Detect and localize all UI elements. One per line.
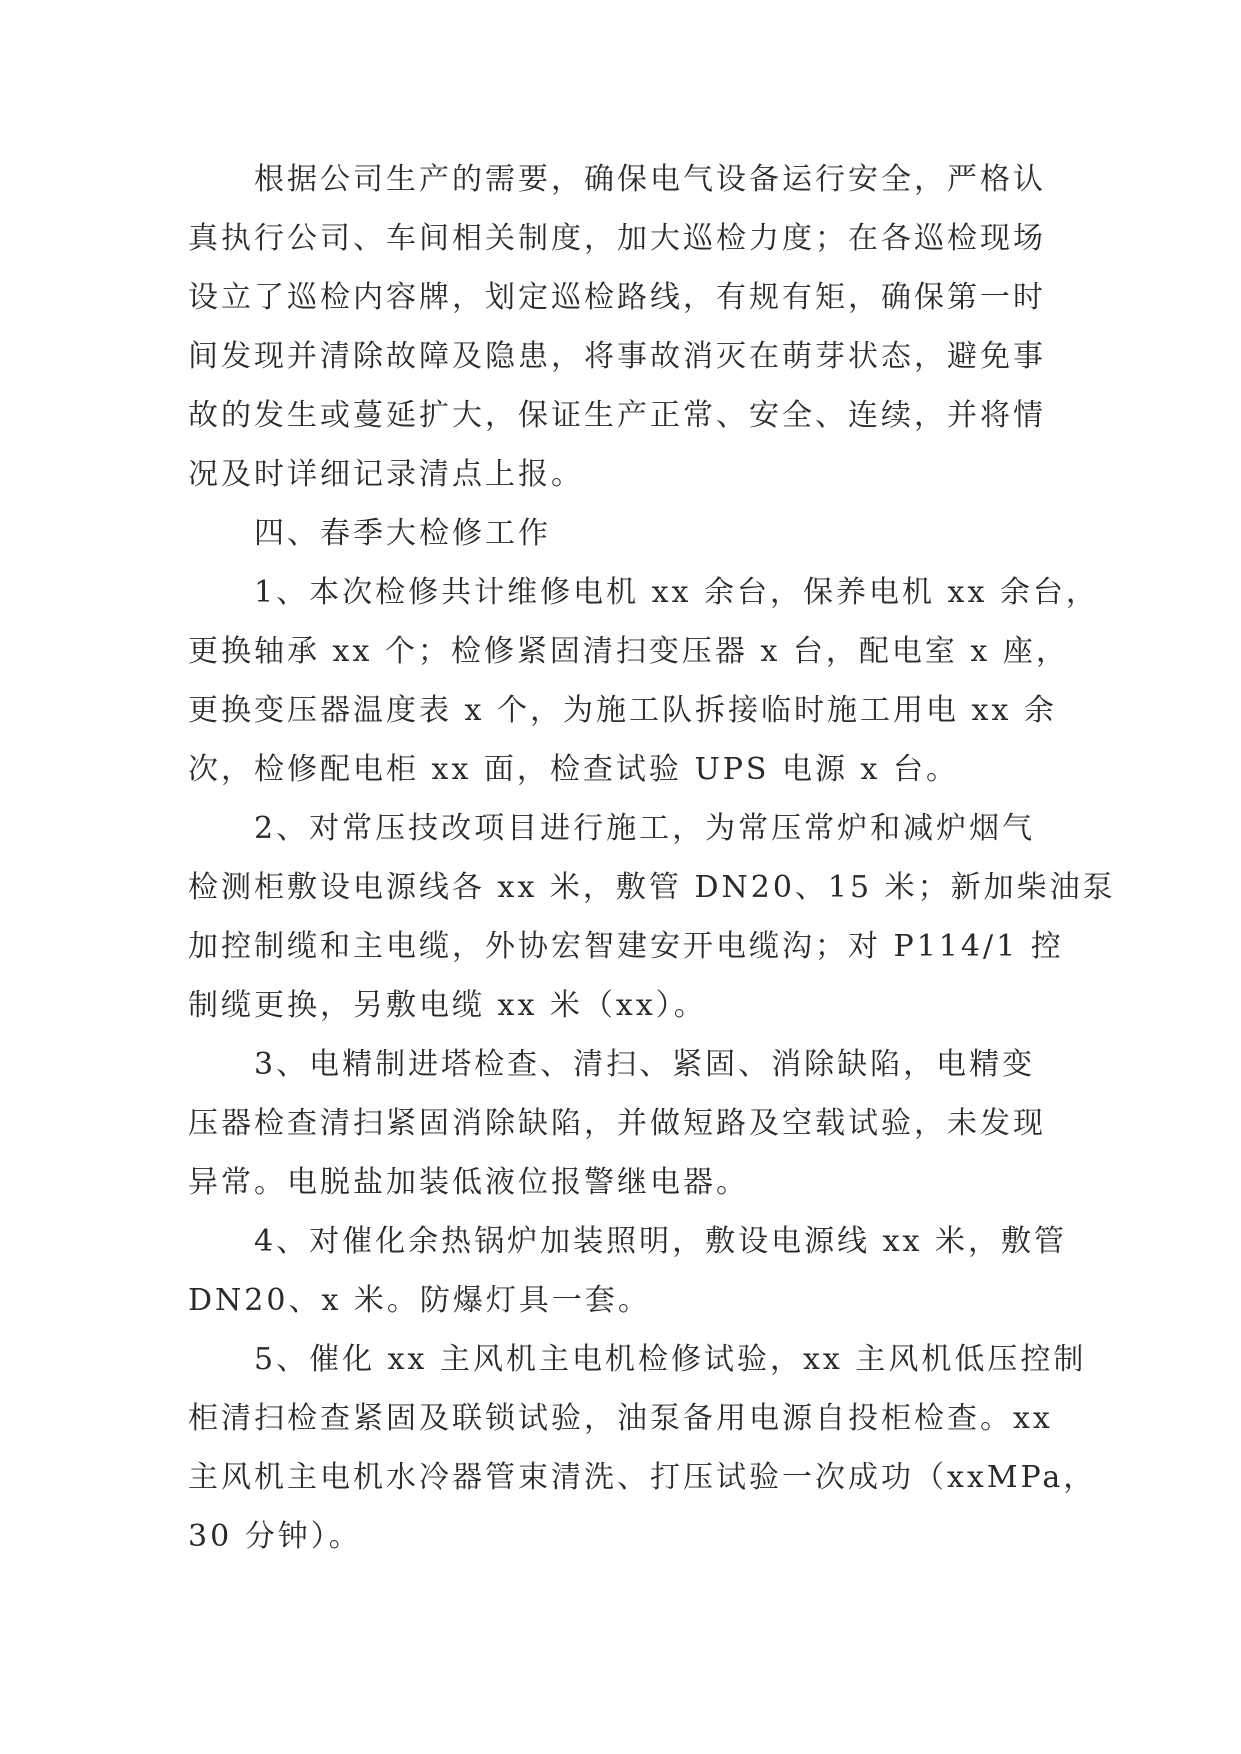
paragraph-item-3	[188, 1035, 1048, 1212]
text-line: 加控制缆和主电缆，外协宏智建安开电缆沟；对 P114/1 控	[188, 929, 1064, 964]
text-line: 间发现并清除故障及隐患，将事故消灭在萌芽状态，避免事	[188, 339, 1046, 374]
paragraph-item-1	[188, 563, 1099, 799]
text-line: 故的发生或蔓延扩大，保证生产正常、安全、连续，并将情	[188, 398, 1046, 433]
paragraph-item-2	[188, 799, 1116, 1035]
text-line: 30 分钟）。	[188, 1519, 362, 1554]
text-line: 更换轴承 xx 个；检修紧固清扫变压器 x 台，配电室 x 座，	[188, 634, 1069, 669]
text-line: 主风机主电机水冷器管束清洗、打压试验一次成功（xxMPa，	[188, 1460, 1097, 1495]
document-body	[188, 150, 1116, 1566]
section-heading	[188, 504, 1048, 563]
paragraph-item-4	[188, 1212, 1067, 1330]
text-line: 柜清扫检查紧固及联锁试验，油泵备用电源自投柜检查。xx	[188, 1401, 1053, 1436]
text-line: 况及时详细记录清点上报。	[188, 457, 584, 492]
text-line: 4、对催化余热锅炉加装照明，敷设电源线 xx 米，敷管	[254, 1224, 1067, 1259]
text-line: 根据公司生产的需要，确保电气设备运行安全，严格认	[254, 162, 1046, 197]
text-line: DN20、x 米。防爆灯具一套。	[188, 1283, 651, 1318]
text-line: 检测柜敷设电源线各 xx 米，敷管 DN20、15 米；新加柴油泵	[188, 870, 1116, 905]
text-line: 异常。电脱盐加装低液位报警继电器。	[188, 1165, 749, 1200]
paragraph-item-5	[188, 1330, 1097, 1566]
text-line: 2、对常压技改项目进行施工，为常压常炉和减炉烟气	[254, 811, 1036, 846]
text-line: 制缆更换，另敷电缆 xx 米（xx）。	[188, 988, 707, 1023]
heading-text: 四、春季大检修工作	[254, 516, 551, 551]
text-line: 3、电精制进塔检查、清扫、紧固、消除缺陷，电精变	[254, 1047, 1036, 1082]
text-line: 设立了巡检内容牌，划定巡检路线，有规有矩，确保第一时	[188, 280, 1046, 315]
text-line: 更换变压器温度表 x 个，为施工队拆接临时施工用电 xx 余	[188, 693, 1057, 728]
text-line: 5、催化 xx 主风机主电机检修试验，xx 主风机低压控制	[254, 1342, 1087, 1377]
text-line: 压器检查清扫紧固消除缺陷，并做短路及空载试验，未发现	[188, 1106, 1046, 1141]
text-line: 1、本次检修共计维修电机 xx 余台，保养电机 xx 余台，	[254, 575, 1099, 610]
text-line: 真执行公司、车间相关制度，加大巡检力度；在各巡检现场	[188, 221, 1046, 256]
paragraph-intro	[188, 150, 1048, 504]
text-line: 次，检修配电柜 xx 面，检查试验 UPS 电源 x 台。	[188, 752, 959, 787]
